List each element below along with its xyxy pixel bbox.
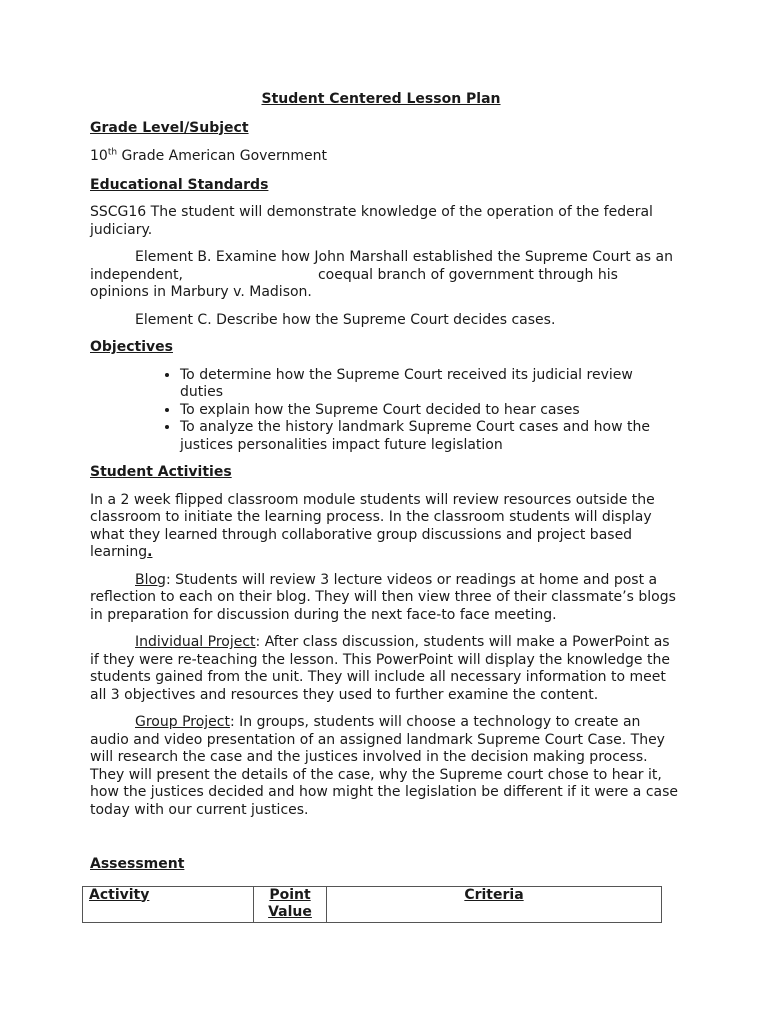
document-title: Student Centered Lesson Plan <box>261 91 501 107</box>
grade-text <box>90 148 680 166</box>
assessment-heading: Assessment <box>90 856 185 872</box>
standard-element-b <box>90 249 680 302</box>
objectives-heading: Objectives <box>90 339 173 355</box>
element-b-part1: Element B. Examine how John Marshall established the Supreme Court as an independent, <box>90 249 673 283</box>
assessment-table <box>82 886 662 923</box>
blog-paragraph <box>90 572 680 625</box>
blog-label: Blog <box>135 571 166 588</box>
element-b-part2: coequal branch of government through his opinions in Marbury v. Madison. <box>90 266 618 300</box>
objective-item: • To analyze the history landmark Supreme Court cases and how the justices personalities impact future legislation <box>180 419 680 454</box>
activities-intro-period: . <box>147 544 153 560</box>
individual-project-text: : After class discussion, students will make a PowerPoint as if they were re-teaching the lesson. This PowerPoint will display the knowledge the students gained from the unit. They will include all necessary information to meet all 3 objectives and resources they used to further examine the content. <box>90 634 670 703</box>
table-header-cell <box>327 886 662 922</box>
table-header-cell <box>83 886 254 922</box>
grade-number: 10 <box>90 148 108 164</box>
table-header-row <box>83 886 662 922</box>
objectives-list <box>90 367 680 455</box>
standards-intro: SSCG16 The student will demonstrate knowledge of the operation of the federal judiciary. <box>90 204 653 238</box>
activities-heading: Student Activities <box>90 464 232 480</box>
blog-text: : Students will review 3 lecture videos or readings at home and post a reflection to each on their blog. They will then view three of their classmate’s blogs in preparation for discussion during the next face-to face meeting. <box>90 571 676 623</box>
group-project-text: : In groups, students will choose a technology to create an audio and video presentation of an assigned landmark Supreme Court Case. They will research the case and the justices involved in the decision making process. They will present the details of the case, why the Supreme court chose to hear it, how the justices decided and how might the legislation be different if it were a case today with our current justices. <box>90 714 679 818</box>
individual-project-paragraph <box>90 634 680 704</box>
activities-intro <box>90 492 680 562</box>
grade-superscript: th <box>107 147 118 158</box>
activity-column-header: Activity <box>89 886 150 903</box>
grade-heading: Grade Level/Subject <box>90 119 249 136</box>
standard-element-c: Element C. Describe how the Supreme Court decides cases. <box>135 311 556 328</box>
objective-item: • To determine how the Supreme Court received its judicial review duties <box>180 367 680 402</box>
objective-item: • To explain how the Supreme Court decided to hear cases <box>180 402 680 420</box>
criteria-column-header: Criteria <box>464 886 524 903</box>
individual-project-label: Individual Project <box>135 634 256 650</box>
activities-intro-text: In a 2 week flipped classroom module students will review resources outside the classroom to initiate the learning process. In the classroom students will display what they learned through collaborative group discussions and project based learning <box>90 491 655 560</box>
table-header-cell <box>254 886 327 922</box>
grade-subject: Grade American Government <box>117 148 328 164</box>
point-value-column-header: Point Value <box>268 886 312 920</box>
standards-heading: Educational Standards <box>90 176 269 193</box>
group-project-paragraph <box>90 714 680 819</box>
lesson-plan-page <box>90 91 680 923</box>
group-project-label: Group Project <box>135 714 230 730</box>
